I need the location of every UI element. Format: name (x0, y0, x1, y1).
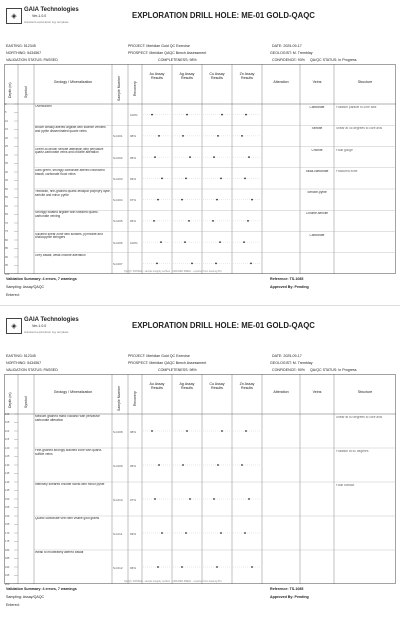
structure-note: Foliation at 40 degrees (336, 450, 369, 453)
assay-marker (186, 430, 188, 432)
sample-number: SJ-006 (113, 240, 123, 245)
col-au1: Au Assay Results (149, 382, 165, 390)
version-label: Ver-1.0.0 (32, 324, 47, 328)
assay-marker (241, 135, 243, 137)
assay-marker (189, 498, 191, 500)
depth-label: 160 (5, 514, 10, 518)
recovery-value: 98% (130, 429, 137, 434)
assay-marker (215, 262, 217, 264)
assay-marker (154, 498, 156, 500)
confidence: CONFIDENCE: 93% (272, 58, 305, 62)
qaqc-status: QA/QC STATUS: In Progress (310, 58, 357, 62)
log-grid (4, 374, 396, 584)
project: PROJECT: Meridian Gold QC Exercise (128, 354, 190, 358)
interval-description: Grey basalt, weak chlorite alteration (35, 253, 86, 257)
company-subtitle: standard exploration log template (24, 20, 69, 24)
depth-label: 150 (5, 497, 10, 501)
depth-label: 90 (5, 255, 8, 259)
col-depth: Depth (m) (8, 392, 12, 408)
col-au3: Cu Assay Results (209, 382, 225, 390)
approved-by: Approved By: Pending (270, 285, 309, 289)
col-alteration: Alteration (273, 390, 289, 394)
depth-label: 45 (5, 179, 8, 182)
assay-marker (151, 114, 153, 116)
depth-label: 80 (5, 238, 8, 242)
qaqc-status: QA/QC STATUS: In Progress (310, 368, 357, 372)
depth-label: 85 (5, 247, 8, 250)
completeness: COMPLETENESS: 98% (158, 368, 197, 372)
assay-marker (158, 464, 160, 466)
assay-marker (213, 498, 215, 500)
structure-note: Foliation parallel to core axis (336, 106, 377, 109)
recovery-value: 99% (130, 176, 137, 181)
alteration-note: Silica-carbonate (305, 169, 329, 173)
depth-label: 15 (5, 128, 8, 131)
depth-label: 140 (5, 480, 10, 484)
sample-number: SJ-007 (113, 261, 123, 266)
validation-summary: Validation Summary: 4 errors, 7 warnings (6, 587, 77, 591)
depth-label: 5 (5, 111, 7, 114)
validation-summary: Validation Summary: 4 errors, 7 warnings (6, 277, 77, 281)
assay-marker (250, 262, 252, 264)
confidence: CONFIDENCE: 90% (272, 368, 305, 372)
interval-description: Quartz carbonate vein with visible gold grains (35, 517, 100, 520)
depth-label: 170 (5, 531, 10, 535)
interval-description: Fine-grained strongly silicified zone with quartz-sulfide veins (35, 449, 103, 456)
assay-marker (221, 430, 223, 432)
depth-label: 105 (5, 421, 10, 424)
recovery-value: 100% (130, 240, 138, 245)
company-logo-icon: ◈ (6, 318, 22, 334)
interval-description: Medium grained mafic volcanic with pervasive carbonate alteration (35, 415, 100, 422)
col-structure: Structure (357, 390, 373, 394)
assay-marker (191, 262, 193, 264)
interval-description: Strongly foliated argillite with sheared quartz-carbonate veining (35, 211, 99, 219)
assay-marker (245, 114, 247, 116)
assay-marker (154, 156, 156, 158)
assay-marker (161, 177, 163, 179)
interval-description: Silicified shear zone with sulfides, pyrrhotite and chalcopyrite stringers (35, 232, 103, 240)
sample-number: SJ-003 (113, 176, 123, 181)
sample-number: SJ-008 (113, 429, 123, 434)
company-name: GAIA Technologies (24, 317, 79, 323)
easting: EASTING: 512345 (6, 354, 36, 358)
project: PROJECT: Meridian Gold QC Exercise (128, 44, 190, 48)
validation-status: VALIDATION STATUS: PASSED (6, 58, 58, 62)
depth-label: 100 (5, 272, 10, 276)
col-au4: Zn Assay Results (239, 382, 255, 390)
col-recovery: Recovery (133, 391, 137, 406)
assay-marker (247, 220, 249, 222)
prospect: PROSPECT: Meridian QAQC Bench Assessment (128, 51, 207, 55)
depth-label: 190 (5, 565, 10, 569)
interval-description: Intensely sheared chlorite schist with minor pyrite (35, 483, 105, 486)
depth-label: 95 (5, 264, 8, 267)
structure-note: Fault gouge (336, 148, 353, 152)
date: DATE: 2025-09-17 (272, 44, 302, 48)
col-structure: Structure (357, 80, 373, 84)
assay-marker (248, 156, 250, 158)
sample-number: SJ-002 (113, 155, 123, 160)
assay-marker (219, 241, 221, 243)
depth-label: 65 (5, 213, 8, 216)
assay-marker (244, 532, 246, 534)
col-sample: Sample Number (117, 385, 121, 411)
assay-marker (185, 177, 187, 179)
assay-marker (181, 566, 183, 568)
page-title: EXPLORATION DRILL HOLE: ME-01 GOLD-QAQC (132, 11, 315, 20)
structure-note: Shear at 50 degrees to core axis (336, 416, 383, 419)
assay-marker (185, 532, 187, 534)
assay-marker (156, 262, 158, 264)
depth-label: 40 (5, 170, 8, 174)
assay-marker (243, 241, 245, 243)
northing: NORTHING: 5434567 (6, 361, 42, 365)
easting: EASTING: 512345 (6, 44, 36, 48)
recovery-value: 97% (130, 198, 137, 203)
assay-marker (182, 464, 184, 466)
sample-number: SJ-005 (113, 219, 123, 224)
geologist: GEOLOGIST: M. Tremblay (270, 51, 313, 55)
depth-label: 10 (5, 119, 8, 123)
col-geology: Geology / Mineralization (53, 390, 93, 394)
alteration-note: Carbonate (309, 106, 325, 109)
reference: Reference: TS-1085 (270, 587, 304, 591)
structure-note: Fault contact (336, 484, 355, 487)
completeness: COMPLETENESS: 98% (158, 58, 197, 62)
col-alteration: Alteration (273, 80, 289, 84)
depth-label: 20 (5, 136, 8, 140)
sample-number: SJ-001 (113, 134, 123, 139)
geologist: GEOLOGIST: M. Tremblay (270, 361, 313, 365)
depth-label: 115 (5, 438, 10, 441)
interval-description: Overburden (35, 105, 52, 108)
assay-marker (248, 498, 250, 500)
assay-marker (161, 532, 163, 534)
depth-label: 175 (5, 540, 10, 543)
validation-status: VALIDATION STATUS: PASSED (6, 368, 58, 372)
assay-marker (188, 220, 190, 222)
col-au2: Ag Assay Results (179, 382, 195, 390)
assay-marker (220, 177, 222, 179)
assay-marker (213, 156, 215, 158)
assay-marker (217, 135, 219, 137)
depth-label: 155 (5, 506, 10, 509)
depth-label: 145 (5, 489, 10, 492)
depth-label: 120 (5, 446, 10, 450)
prospect: PROSPECT: Meridian QAQC Bench Assessment (128, 361, 207, 365)
col-au2: Ag Assay Results (179, 72, 195, 80)
assay-marker (251, 566, 253, 568)
sample-number: SJ-009 (113, 463, 123, 468)
assay-marker (157, 566, 159, 568)
recovery-value: 96% (130, 219, 137, 224)
col-symbol: Symbol (24, 86, 28, 98)
assay-marker (158, 135, 160, 137)
approved-by: Approved By: Pending (270, 595, 309, 599)
log-page-1 (4, 2, 396, 302)
col-veins: Veins (312, 80, 322, 84)
entered: Entered: (6, 293, 20, 297)
page-title: EXPLORATION DRILL HOLE: ME-01 GOLD-QAQC (132, 321, 315, 330)
interval-description: Yellowish, fine-grained quartz-feldspar porphyry dyke, sericite and minor pyrite (35, 190, 111, 197)
depth-label: 185 (5, 557, 10, 560)
depth-label: 60 (5, 204, 8, 208)
assay-marker (157, 199, 159, 201)
sample-number: SJ-011 (113, 531, 123, 536)
assay-marker (216, 199, 218, 201)
assay-marker (241, 464, 243, 466)
recovery-value: 100% (130, 113, 138, 118)
assay-marker (184, 241, 186, 243)
structure-note: Shear at 45 degrees to core axis (336, 127, 383, 131)
depth-label: 165 (5, 523, 10, 526)
sample-number: SJ-012 (113, 565, 123, 570)
col-veins: Veins (312, 390, 322, 394)
footer-note: QA/QC: PASSED - sample integrity verified · LIMS-REF #ME01 · exported from GeoLog Pro (124, 580, 222, 583)
depth-label: 180 (5, 548, 10, 552)
assay-marker (182, 135, 184, 137)
alteration-note: Chlorite (311, 148, 323, 152)
assay-marker (153, 220, 155, 222)
recovery-value: 95% (130, 155, 137, 160)
col-au4: Zn Assay Results (239, 72, 255, 80)
depth-label: 70 (5, 221, 8, 225)
col-symbol: Symbol (24, 396, 28, 408)
depth-label: 50 (5, 187, 8, 191)
northing: NORTHING: 5434567 (6, 51, 42, 55)
alteration-note: Carbonate (309, 233, 325, 237)
depth-label: 55 (5, 196, 8, 199)
sampling: Sampling: Assay/QAQC (6, 595, 45, 599)
assay-marker (220, 532, 222, 534)
sample-number: SJ-004 (113, 198, 123, 203)
assay-marker (217, 464, 219, 466)
recovery-value: 99% (130, 531, 137, 536)
interval-description: Dark green, strongly carbonate altered chloritized basalt, carbonate flood veins (35, 168, 105, 176)
depth-label: 200 (5, 582, 10, 586)
depth-label: 35 (5, 162, 8, 165)
depth-label: 100 (5, 412, 10, 416)
reference: Reference: TS-1085 (270, 277, 304, 281)
interval-description: Weak to moderately altered basalt (35, 551, 84, 554)
assay-marker (216, 566, 218, 568)
col-au1: Au Assay Results (149, 72, 165, 80)
depth-label: 30 (5, 153, 8, 157)
sampling: Sampling: Assay/QAQC (6, 285, 45, 289)
interval-description: Brown weakly altered argillite with siderite veinlets and pyrite disseminated quartz veins (35, 126, 106, 134)
company-subtitle: standard exploration log template (24, 330, 69, 334)
col-au3: Cu Assay Results (209, 72, 225, 80)
version-label: Ver-1.0.0 (32, 14, 47, 18)
depth-label: 75 (5, 230, 8, 233)
assay-marker (212, 220, 214, 222)
log-grid (4, 64, 396, 274)
depth-label: 135 (5, 472, 10, 475)
footer-note: QA/QC: PASSED - sample integrity verified · LIMS-REF #ME01 · exported from GeoLog Pro (124, 270, 222, 273)
depth-label: 0 (5, 102, 7, 106)
depth-label: 110 (5, 429, 10, 433)
assay-marker (181, 199, 183, 201)
recovery-value: 96% (130, 565, 137, 570)
depth-label: 125 (5, 455, 10, 458)
interval-description: Green-to-brown sericite alteration with pervasive quartz-carbonate veins and chlorite alteration (35, 147, 104, 155)
alteration-note: Chlorite-sericite (305, 212, 329, 216)
entered: Entered: (6, 603, 20, 607)
depth-label: 25 (5, 145, 8, 148)
company-logo-icon: ◈ (6, 8, 22, 24)
assay-marker (221, 114, 223, 116)
depth-label: 195 (5, 574, 10, 577)
recovery-value: 97% (130, 497, 137, 502)
depth-label: 130 (5, 463, 10, 467)
col-sample: Sample Number (117, 75, 121, 101)
assay-marker (244, 177, 246, 179)
col-depth: Depth (m) (8, 82, 12, 98)
date: DATE: 2025-09-17 (272, 354, 302, 358)
recovery-value: 95% (130, 463, 137, 468)
col-geology: Geology / Mineralization (53, 80, 93, 84)
sample-number: SJ-010 (113, 497, 123, 502)
assay-marker (160, 241, 162, 243)
alteration-note: Sericite-pyrite (307, 191, 327, 194)
assay-marker (251, 199, 253, 201)
alteration-note: Sericite (311, 127, 323, 131)
assay-marker (151, 430, 153, 432)
page-divider (0, 305, 400, 306)
company-name: GAIA Technologies (24, 7, 79, 13)
log-page-2 (4, 312, 396, 612)
structure-note: Fractured zone (336, 169, 358, 173)
assay-marker (186, 114, 188, 116)
recovery-value: 98% (130, 134, 137, 139)
assay-marker (189, 156, 191, 158)
col-recovery: Recovery (133, 81, 137, 96)
assay-marker (245, 430, 247, 432)
